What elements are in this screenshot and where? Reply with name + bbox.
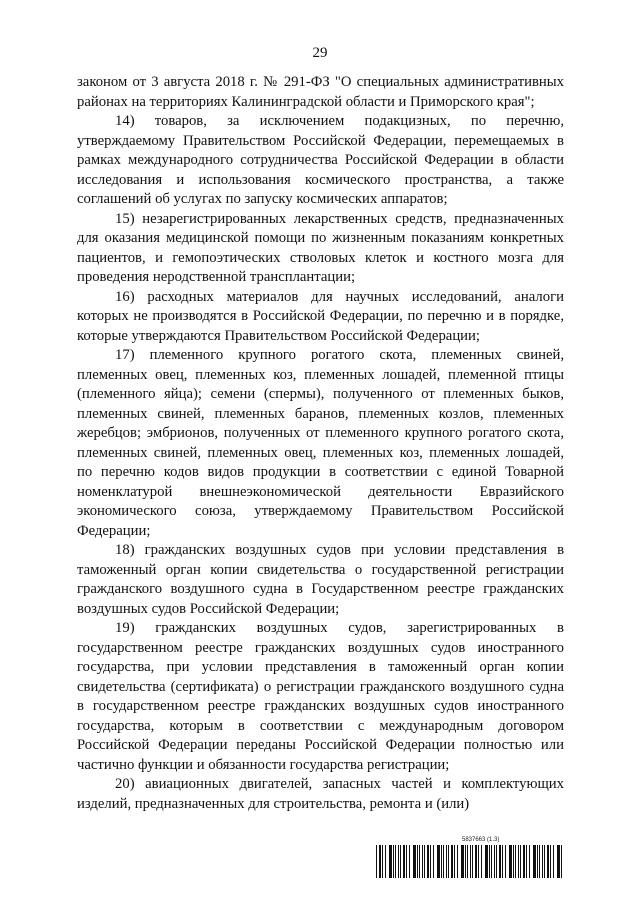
- barcode-icon: [376, 845, 563, 878]
- document-body: [77, 73, 564, 814]
- barcode-label: 5837663 (1.3): [462, 837, 500, 843]
- paragraph-item-18: 18) гражданских воздушных судов при условии представления в таможенный орган копии свидетельства о государственной регистрации гражданского воздушного судна в Государственном реестре гражданских воздушных судов Российской Федерации;: [77, 542, 564, 617]
- paragraph-item-19: 19) гражданских воздушных судов, зарегистрированных в государственном реестре гражданских воздушных судов иностранного государства, при условии представления в таможенный орган копии свидетельства (сертификата) о регистрации гражданского воздушного судна в государственном реестре гражданских воздушных судов иностранного государства, которым в соответствии с международным договором Российской Федерации переданы Российской Федерации полностью или частично функции и обязанности государства регистрации;: [77, 620, 564, 773]
- paragraph-item-16: 16) расходных материалов для научных исследований, аналоги которых не производятся в Российской Федерации, по перечню и в порядке, которые утверждаются Правительством Российской Федерации;: [77, 288, 564, 344]
- paragraph-item-15: 15) незарегистрированных лекарственных средств, предназначенных для оказания медицинской помощи по жизненным показаниям конкретных пациентов, и гемопоэтических стволовых клеток и костного мозга для проведения неродственной трансплантации;: [77, 210, 564, 285]
- paragraph-item-17: 17) племенного крупного рогатого скота, племенных свиней, племенных овец, племенных коз, племенных лошадей, племенной птицы (племенного яйца); семени (спермы), полученного от племенных быков, племенных свиней, племенных баранов, племенных козлов, племенных жеребцов; эмбрионов, полученных от племенного крупного рогатого скота, племенных свиней, племенных овец, племенных коз, племенных лошадей, по перечню кодов видов продукции в соответствии с единой Товарной номенклатурой внешнеэкономической деятельности Евразийского экономического союза, утверждаемому Правительством Российской Федерации;: [77, 347, 564, 539]
- paragraph-item-20: 20) авиационных двигателей, запасных частей и комплектующих изделий, предназначенных для строительства, ремонта и (или): [77, 776, 564, 812]
- paragraph-item-14: 14) товаров, за исключением подакцизных, по перечню, утверждаемому Правительством Российской Федерации, перемещаемых в рамках международного сотрудничества Российской Федерации в области исследования и использования космического пространства, а также соглашений об услугах по запуску космических аппаратов;: [77, 113, 564, 207]
- page-number: 29: [312, 45, 328, 61]
- paragraph-continuation: законом от 3 августа 2018 г. № 291-ФЗ "О специальных административных районах на территориях Калининградской области и Приморского края";: [77, 74, 564, 110]
